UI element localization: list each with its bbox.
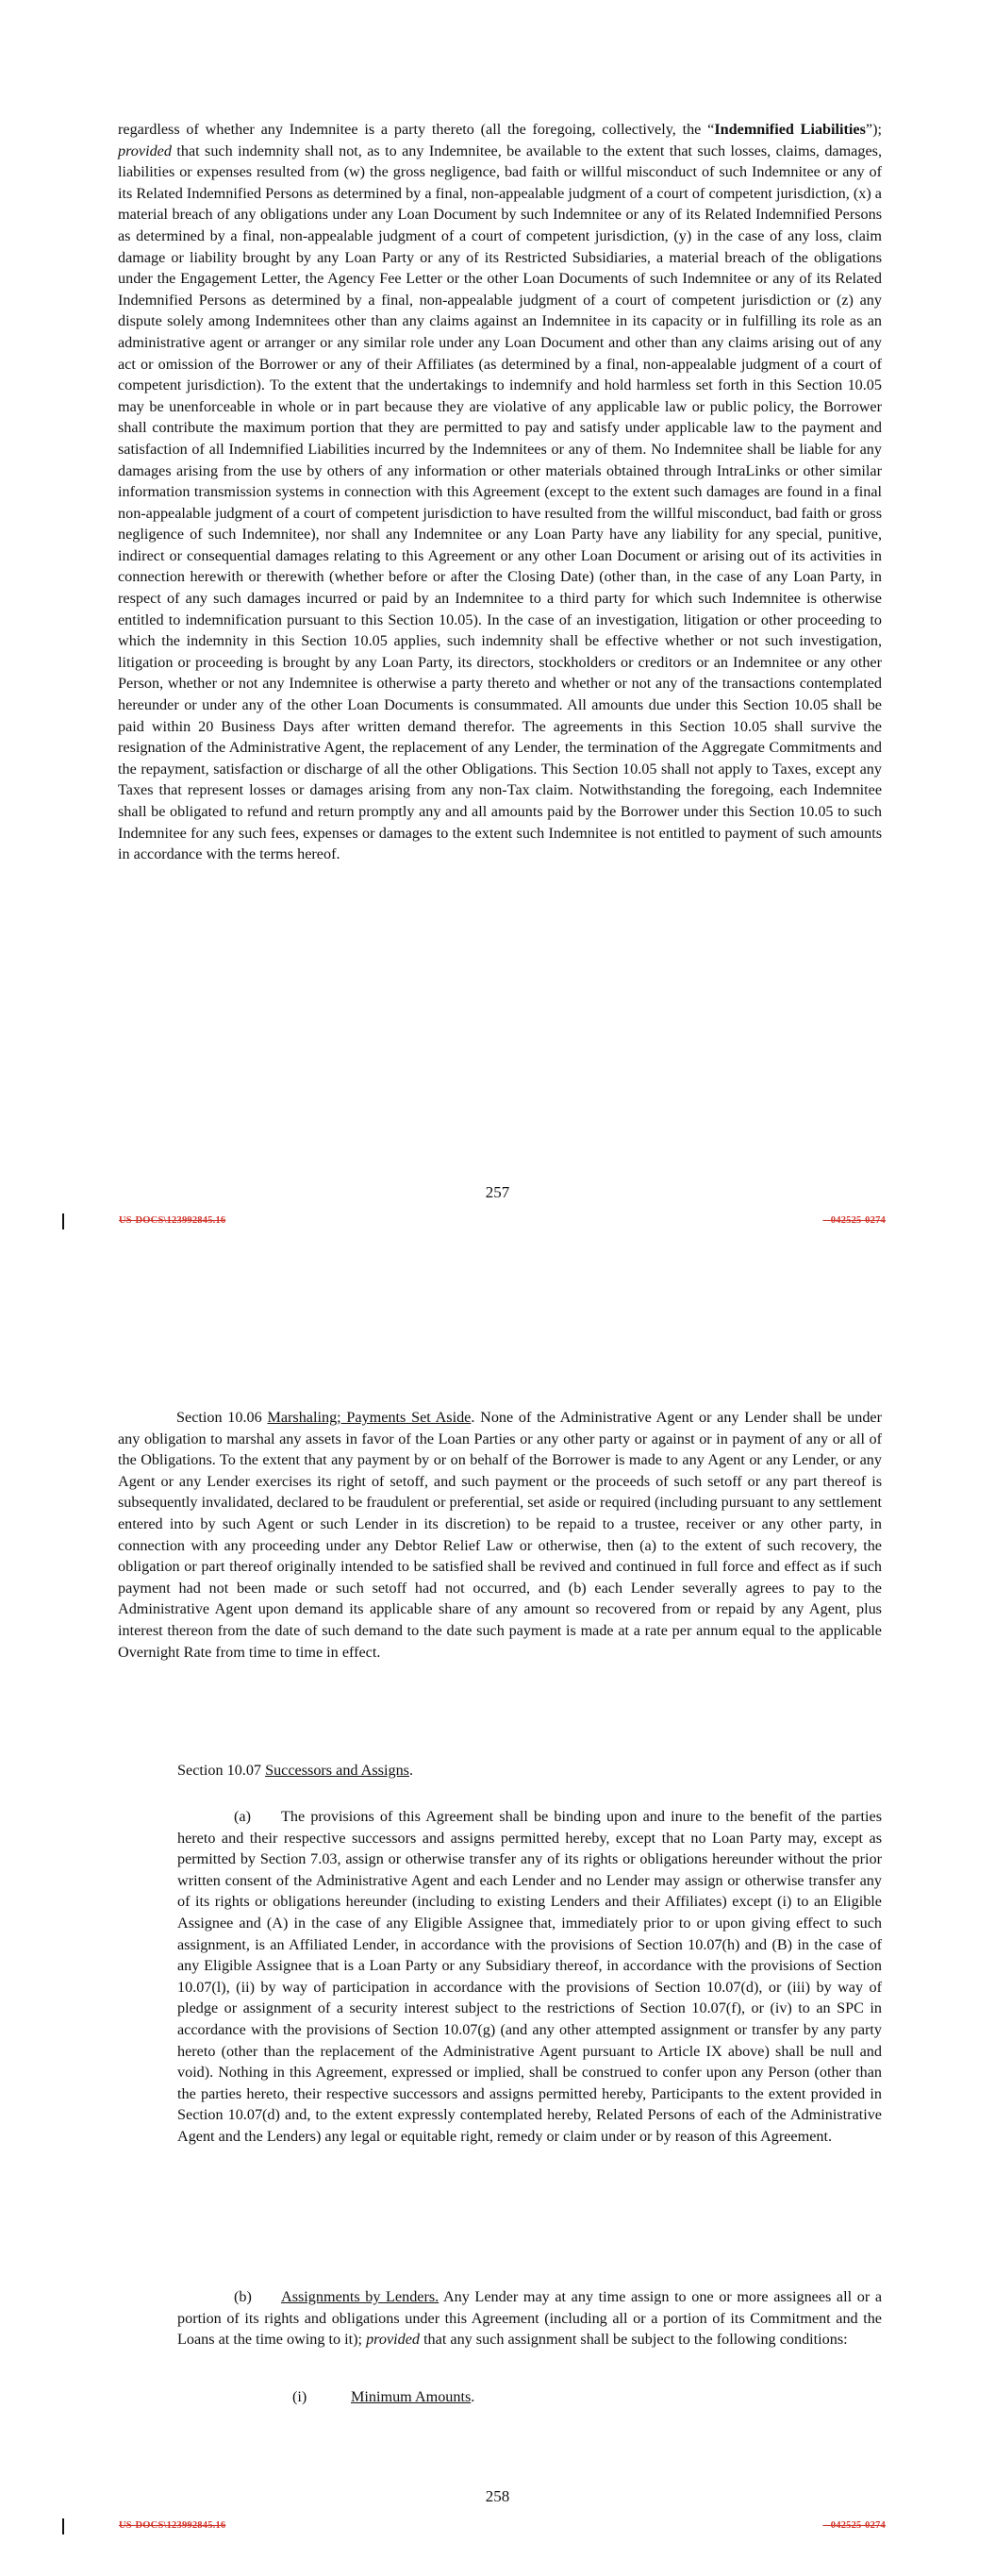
- footer-doc-id: US-DOCS\123992845.16: [119, 1215, 226, 1226]
- footer-matter-number: – 042525-0274: [822, 2520, 886, 2531]
- section-10-07-heading: Section 10.07 Successors and Assigns.: [177, 1762, 414, 1779]
- page-number: 257: [485, 1183, 510, 1201]
- subsection-a-label: (a): [234, 1808, 251, 1825]
- clause-b-i-label: (i): [292, 2388, 307, 2405]
- footer-doc-id: US-DOCS\123992845.16: [119, 2520, 226, 2531]
- change-bar: [62, 2518, 64, 2534]
- footer-matter-number: – 042525-0274: [822, 1215, 886, 1226]
- page-258: [0, 1269, 995, 2576]
- subsection-b-label: (b): [234, 2288, 252, 2305]
- page-number: 258: [485, 2487, 510, 2505]
- subsection-a-paragraph: (a) The provisions of this Agreement shall be binding upon and inure to the benefit of the parties hereto and their respective successors and assigns permitted hereby, except that no Loan Party may, except as permitted by Section 7.03, assign or otherwise transfer any of its rights or obligations hereunder without the prior written consent of the Administrative Agent and each Lender and no Lender may assign or otherwise transfer any of its rights or obligations hereunder (including to existing Lenders and their Affiliates) except (i) to an Eligible Assignee and (A) in the case of any Eligible Assignee that, immediately prior to or upon giving effect to such assignment, is an Affiliated Lender, in accordance with the provisions of Section 10.07(h) and (B) in the case of any Eligible Assignee that is a Loan Party or any Subsidiary thereof, in accordance with the provisions of Section 10.07(l), (ii) by way of participation in accordance with the provisions of Section 10.07(d), or (iii) by way of pledge or assignment of a security interest subject to the restrictions of Section 10.07(f), or (iv) to an SPC in accordance with the provisions of Section 10.07(g) (and any other attempted assignment or transfer by any party hereto (other than the replacement of the Administrative Agent pursuant to Article IX above) shall be null and void). Nothing in this Agreement, expressed or implied, shall be construed to confer upon any Person (other than the parties hereto, their respective successors and assigns permitted hereby, Participants to the extent provided in Section 10.07(d) and, to the extent expressly contemplated hereby, Related Persons of each of the Administrative Agent and the Lenders) any legal or equitable right, remedy or claim under or by reason of this Agreement.: [177, 1808, 882, 2145]
- subsection-b-title: Assignments by Lenders.: [281, 2288, 439, 2305]
- clause-b-i-heading: (i) Minimum Amounts.: [292, 2386, 474, 2408]
- section-10-06-label: Section 10.06: [176, 1409, 268, 1426]
- section-10-05-continued-paragraph: regardless of whether any Indemnitee is a party thereto (all the foregoing, collectively, the “Indemnified Liabilities”); provided that such indemnity shall not, as to any Indemnitee, be available to the extent that such losses, claims, damages, liabilities or expenses resulted from (w) the gross negligence, bad faith or willful misconduct of such Indemnitee or any of its Related Indemnified Persons as determined by a final, non-appealable judgment of a court of competent jurisdiction, (x) a material breach of any obligations under any Loan Document by such Indemnitee or any of its Related Indemnified Persons as determined by a final, non-appealable judgment of a court of competent jurisdiction, (y) in the case of any loss, claim damage or liability brought by any Loan Party or any of its Restricted Subsidiaries, a material breach of the obligations under the Engagement Letter, the Agency Fee Letter or the other Loan Documents of such Indemnitee or any of its Related Indemnified Persons as determined by a final, non-appealable judgment of a court of competent jurisdiction or (z) any dispute solely among Indemnitees other than any claims against an Indemnitee in its capacity or in fulfilling its role as an administrative agent or arranger or any similar role under any Loan Document and other than any claims arising out of any act or omission of the Borrower or any of their Affiliates (as determined by a final, non-appealable judgment of a court of competent jurisdiction). To the extent that the undertakings to indemnify and hold harmless set forth in this Section 10.05 may be unenforceable in whole or in part because they are violative of any applicable law or public policy, the Borrower shall contribute the maximum portion that they are permitted to pay and satisfy under applicable law to the payment and satisfaction of all Indemnified Liabilities incurred by the Indemnitees or any of them. No Indemnitee shall be liable for any damages arising from the use by others of any information or other materials obtained through IntraLinks or other similar information transmission systems in connection with this Agreement (except to the extent such damages are found in a final non-appealable judgment of a court of competent jurisdiction to have resulted from the willful misconduct, bad faith or gross negligence of such Indemnitee), nor shall any Indemnitee or any Loan Party have any liability for any special, punitive, indirect or consequential damages relating to this Agreement or any other Loan Document or arising out of its activities in connection herewith or therewith (whether before or after the Closing Date) (other than, in the case of any Loan Party, in respect of any such damages incurred or paid by an Indemnitee to a third party for which such Indemnitee is otherwise entitled to indemnification pursuant to this Section 10.05). In the case of an investigation, litigation or other proceeding to which the indemnity in this Section 10.05 applies, such indemnity shall be effective whether or not such investigation, litigation or proceeding is brought by any Loan Party, its directors, stockholders or creditors or an Indemnitee or any other Person, whether or not any Indemnitee is otherwise a party thereto and whether or not any of the transactions contemplated hereunder or under any of the other Loan Documents is consummated. All amounts due under this Section 10.05 shall be paid within 20 Business Days after written demand therefor. The agreements in this Section 10.05 shall survive the resignation of the Administrative Agent, the replacement of any Lender, the termination of the Aggregate Commitments and the repayment, satisfaction or discharge of all the other Obligations. This Section 10.05 shall not apply to Taxes, except any Taxes that represent losses or damages arising from any non-Tax claim. Notwithstanding the foregoing, each Indemnitee shall be obligated to refund and return promptly any and all amounts paid by the Borrower under this Section 10.05 to such Indemnitee for any such fees, expenses or damages to the extent such Indemnitee is not entitled to payment of such amounts in accordance with the terms hereof.: [118, 121, 882, 863]
- section-10-07-title: Successors and Assigns: [265, 1762, 409, 1779]
- defined-term-indemnified-liabilities: Indemnified Liabilities: [714, 121, 866, 138]
- clause-b-i-title: Minimum Amounts: [351, 2388, 472, 2405]
- section-10-06-paragraph: Section 10.06 Marshaling; Payments Set Aside. None of the Administrative Agent or any Lender shall be under any obligation to marshal any assets in favor of the Loan Parties or any other party or against or in payment of any or all of the Obligations. To the extent that any payment by or on behalf of the Borrower is made to any Agent or any Lender, or any Agent or any Lender exercises its right of setoff, and such payment or the proceeds of such setoff or any part thereof is subsequently invalidated, declared to be fraudulent or preferential, set aside or required (including pursuant to any settlement entered into by such Agent or such Lender in its discretion) to be repaid to a trustee, receiver or any other party, in connection with any proceeding under any Debtor Relief Law or otherwise, then (a) to the extent of such recovery, the obligation or part thereof originally intended to be satisfied shall be revived and continued in full force and effect as if such payment had not been made or such setoff had not occurred, and (b) each Lender severally agrees to pay to the Administrative Agent upon demand its applicable share of any amount so recovered from or repaid by any Agent, plus interest thereon from the date of such demand to the date such payment is made at a rate per annum equal to the applicable Overnight Rate from time to time in effect.: [118, 1409, 883, 1661]
- subsection-b-paragraph: (b) Assignments by Lenders. Any Lender may at any time assign to one or more assignees all or a portion of its rights and obligations under this Agreement (including all or a portion of its Commitment and the Loans at the time owing to it); provided that any such assignment shall be subject to the following conditions:: [177, 2288, 882, 2349]
- section-10-06-title: Marshaling; Payments Set Aside: [267, 1409, 472, 1426]
- page-257: [0, 0, 995, 1269]
- change-bar: [62, 1213, 64, 1229]
